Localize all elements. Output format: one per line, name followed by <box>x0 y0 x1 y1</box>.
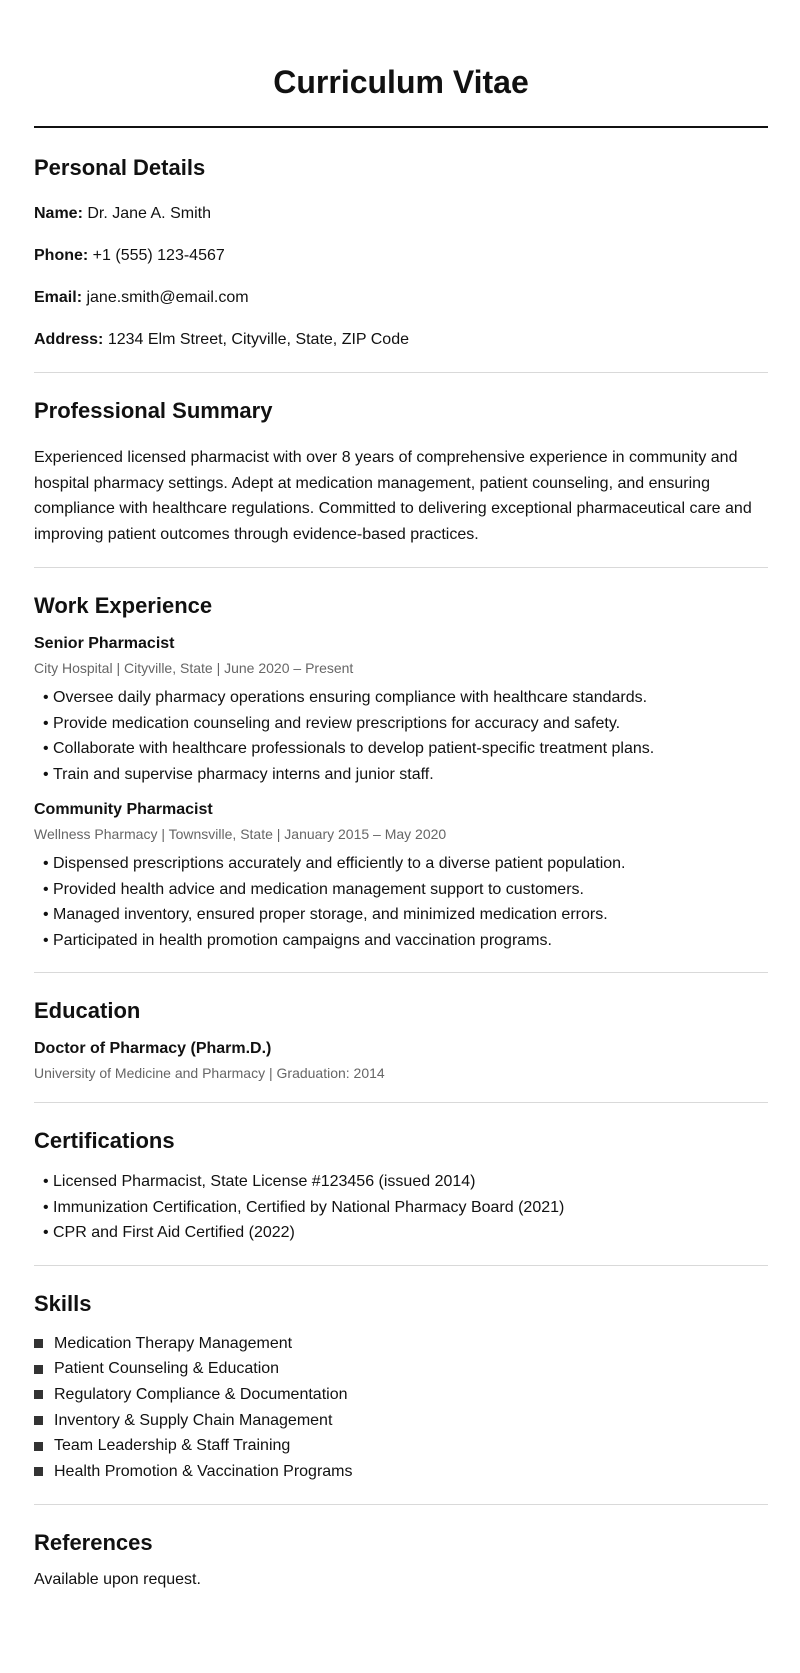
bullet-icon: • <box>43 714 49 732</box>
bullet-icon: • <box>43 765 49 783</box>
section-heading-education: Education <box>34 998 141 1023</box>
section-heading-summary: Professional Summary <box>34 398 273 423</box>
bullet-icon: • <box>43 740 49 757</box>
address-value: 1234 Elm Street, Cityville, State, ZIP Code <box>107 331 409 348</box>
name-value: Dr. Jane A. Smith <box>87 205 211 222</box>
list-item: • Provide medication counseling and review prescriptions for accuracy and safety. <box>43 711 768 737</box>
bullet-icon: • <box>43 1224 49 1241</box>
list-item: Patient Counseling & Education <box>34 1356 768 1382</box>
list-item: • Licensed Pharmacist, State License #123456 (issued 2014) <box>43 1169 768 1195</box>
name-field <box>34 204 768 224</box>
job-meta: City Hospital | Cityville, State | June 2020 – Present <box>34 660 354 676</box>
skills-section <box>34 1266 768 1485</box>
bullet-icon: • <box>43 1173 49 1190</box>
certifications-list <box>34 1169 768 1246</box>
phone-field <box>34 246 768 266</box>
personal-details-section <box>34 128 768 350</box>
references-text: Available upon request. <box>34 1570 201 1588</box>
bullet-icon: • <box>43 855 49 872</box>
bullet-icon: • <box>43 1198 49 1216</box>
job-title: Senior Pharmacist <box>34 635 175 652</box>
summary-text: Experienced licensed pharmacist with over 8 years of comprehensive experience in community and hospital pharmacy settings. Adept at medication management, patient counseling, and ensuring compliance with healthcare regulations. Committed to delivering exceptional pharmaceutical care and improving patient outcomes through evidence-based practices. <box>34 449 752 543</box>
address-label: Address: <box>34 331 104 348</box>
professional-summary-section <box>34 373 768 547</box>
section-heading-skills: Skills <box>34 1290 92 1316</box>
work-experience-section <box>34 568 768 953</box>
list-item: • Oversee daily pharmacy operations ensuring compliance with healthcare standards. <box>43 685 768 711</box>
section-heading-certifications: Certifications <box>34 1128 175 1153</box>
list-item: • Provided health advice and medication management support to customers. <box>43 877 768 903</box>
name-label: Name: <box>34 205 83 222</box>
email-label: Email: <box>34 289 83 306</box>
education-meta: University of Medicine and Pharmacy | Graduation: 2014 <box>34 1065 385 1081</box>
square-bullet-icon <box>34 1390 43 1399</box>
degree-title: Doctor of Pharmacy (Pharm.D.) <box>34 1040 272 1057</box>
square-bullet-icon <box>34 1365 43 1374</box>
email-value: jane.smith@email.com <box>86 289 249 306</box>
job-entry <box>34 800 768 953</box>
list-item: Health Promotion & Vaccination Programs <box>34 1459 768 1485</box>
bullet-icon: • <box>43 689 49 706</box>
education-section <box>34 973 768 1082</box>
list-item: Medication Therapy Management <box>34 1331 768 1357</box>
list-item: • CPR and First Aid Certified (2022) <box>43 1220 768 1246</box>
square-bullet-icon <box>34 1416 43 1425</box>
bullet-icon: • <box>43 906 49 923</box>
references-section <box>34 1505 768 1590</box>
skills-list <box>34 1331 768 1485</box>
list-item: • Managed inventory, ensured proper storage, and minimized medication errors. <box>43 902 768 928</box>
list-item: Team Leadership & Staff Training <box>34 1433 768 1459</box>
phone-value: +1 (555) 123-4567 <box>92 247 225 264</box>
email-field <box>34 288 768 308</box>
square-bullet-icon <box>34 1339 43 1348</box>
bullet-icon: • <box>43 880 49 898</box>
cv-page <box>34 0 768 1590</box>
list-item: • Dispensed prescriptions accurately and efficiently to a diverse patient population. <box>43 851 768 877</box>
square-bullet-icon <box>34 1442 43 1451</box>
job-duties-list <box>34 851 768 953</box>
job-duties-list <box>34 685 768 787</box>
page-title: Curriculum Vitae <box>273 64 529 100</box>
list-item: Regulatory Compliance & Documentation <box>34 1382 768 1408</box>
list-item: • Train and supervise pharmacy interns and junior staff. <box>43 762 768 788</box>
phone-label: Phone: <box>34 247 89 264</box>
job-meta: Wellness Pharmacy | Townsville, State | January 2015 – May 2020 <box>34 826 447 842</box>
address-field <box>34 330 768 350</box>
list-item: • Participated in health promotion campaigns and vaccination programs. <box>43 928 768 954</box>
job-title: Community Pharmacist <box>34 801 213 818</box>
job-entry <box>34 634 768 787</box>
section-heading-personal: Personal Details <box>34 155 206 180</box>
section-heading-references: References <box>34 1529 153 1555</box>
section-heading-experience: Work Experience <box>34 593 213 618</box>
square-bullet-icon <box>34 1467 43 1476</box>
certifications-section <box>34 1103 768 1246</box>
list-item: Inventory & Supply Chain Management <box>34 1408 768 1434</box>
list-item: • Collaborate with healthcare professionals to develop patient-specific treatment plans. <box>43 736 768 762</box>
list-item: • Immunization Certification, Certified by National Pharmacy Board (2021) <box>43 1195 768 1221</box>
bullet-icon: • <box>43 931 49 949</box>
